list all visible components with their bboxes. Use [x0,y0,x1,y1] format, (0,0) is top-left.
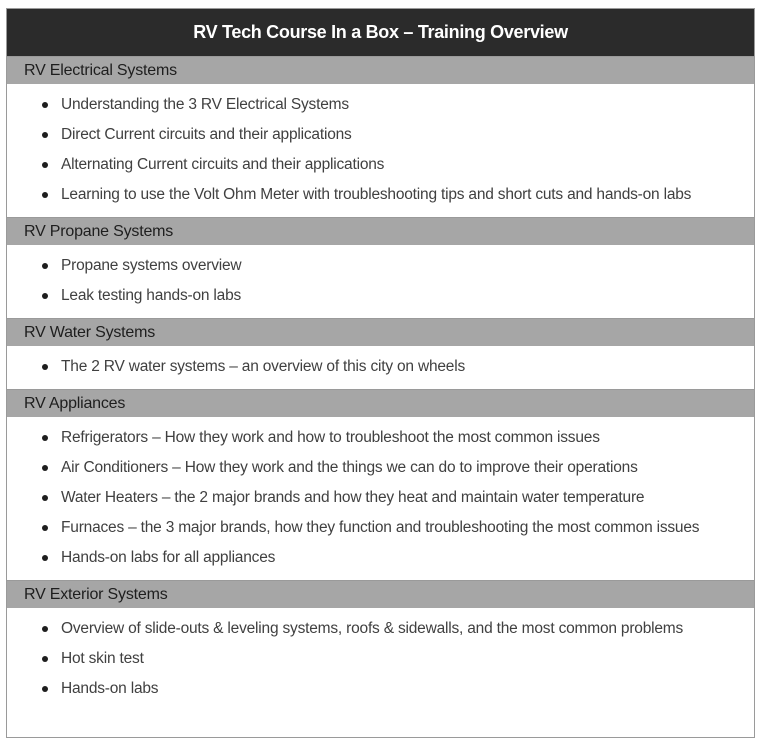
list-item [7,180,754,210]
list-item [7,150,754,180]
bullet-icon [42,364,48,370]
list-item-text: Propane systems overview [61,257,242,274]
section-header-electrical: RV Electrical Systems [7,57,754,84]
section-header-exterior: RV Exterior Systems [7,581,754,608]
list-item [7,352,754,382]
list-item-text: Overview of slide-outs & leveling systems, roofs & sidewalls, and the most common problems [61,620,684,637]
list-item [7,90,754,120]
list-item [7,543,754,573]
bullet-icon [42,555,48,561]
section-header-water: RV Water Systems [7,319,754,346]
list-item-text: Water Heaters – the 2 major brands and how they heat and maintain water temperature [61,489,645,506]
list-item-text: Direct Current circuits and their applications [61,126,352,143]
bullet-icon [42,192,48,198]
bullet-icon [42,495,48,501]
list-item [7,120,754,150]
list-item [7,281,754,311]
list-item-text: Hands-on labs for all appliances [61,549,276,566]
list-item [7,423,754,453]
list-item [7,674,754,704]
section-body-electrical [7,84,754,218]
bullet-icon [42,263,48,269]
bullet-icon [42,686,48,692]
list-item-text: The 2 RV water systems – an overview of this city on wheels [61,358,466,375]
section-body-propane [7,245,754,319]
list-item-text: Alternating Current circuits and their applications [61,156,385,173]
list-item [7,251,754,281]
list-item [7,644,754,674]
list-item-text: Leak testing hands-on labs [61,287,242,304]
bullet-icon [42,435,48,441]
section-header-appliances: RV Appliances [7,390,754,417]
bullet-icon [42,162,48,168]
list-item-text: Hot skin test [61,650,144,667]
list-item-text: Refrigerators – How they work and how to troubleshoot the most common issues [61,429,600,446]
bullet-icon [42,525,48,531]
list-item [7,614,754,644]
section-body-appliances [7,417,754,581]
topic-list [7,608,754,711]
list-item [7,513,754,543]
topic-list [7,84,754,217]
bullet-icon [42,102,48,108]
list-item-text: Understanding the 3 RV Electrical Systems [61,96,349,113]
training-overview-table [6,8,755,738]
topic-list [7,245,754,318]
bullet-icon [42,656,48,662]
topic-list [7,417,754,580]
bullet-icon [42,293,48,299]
list-item [7,483,754,513]
list-item-text: Air Conditioners – How they work and the things we can do to improve their operations [61,459,638,476]
list-item-text: Learning to use the Volt Ohm Meter with troubleshooting tips and short cuts and hands-on labs [61,186,692,203]
list-item-text: Furnaces – the 3 major brands, how they function and troubleshooting the most common issues [61,519,700,536]
list-item-text: Hands-on labs [61,680,159,697]
topic-list [7,346,754,389]
section-header-propane: RV Propane Systems [7,218,754,245]
section-body-exterior [7,608,754,711]
bullet-icon [42,132,48,138]
table-title: RV Tech Course In a Box – Training Overview [7,9,754,57]
section-body-water [7,346,754,390]
bullet-icon [42,626,48,632]
list-item [7,453,754,483]
bullet-icon [42,465,48,471]
